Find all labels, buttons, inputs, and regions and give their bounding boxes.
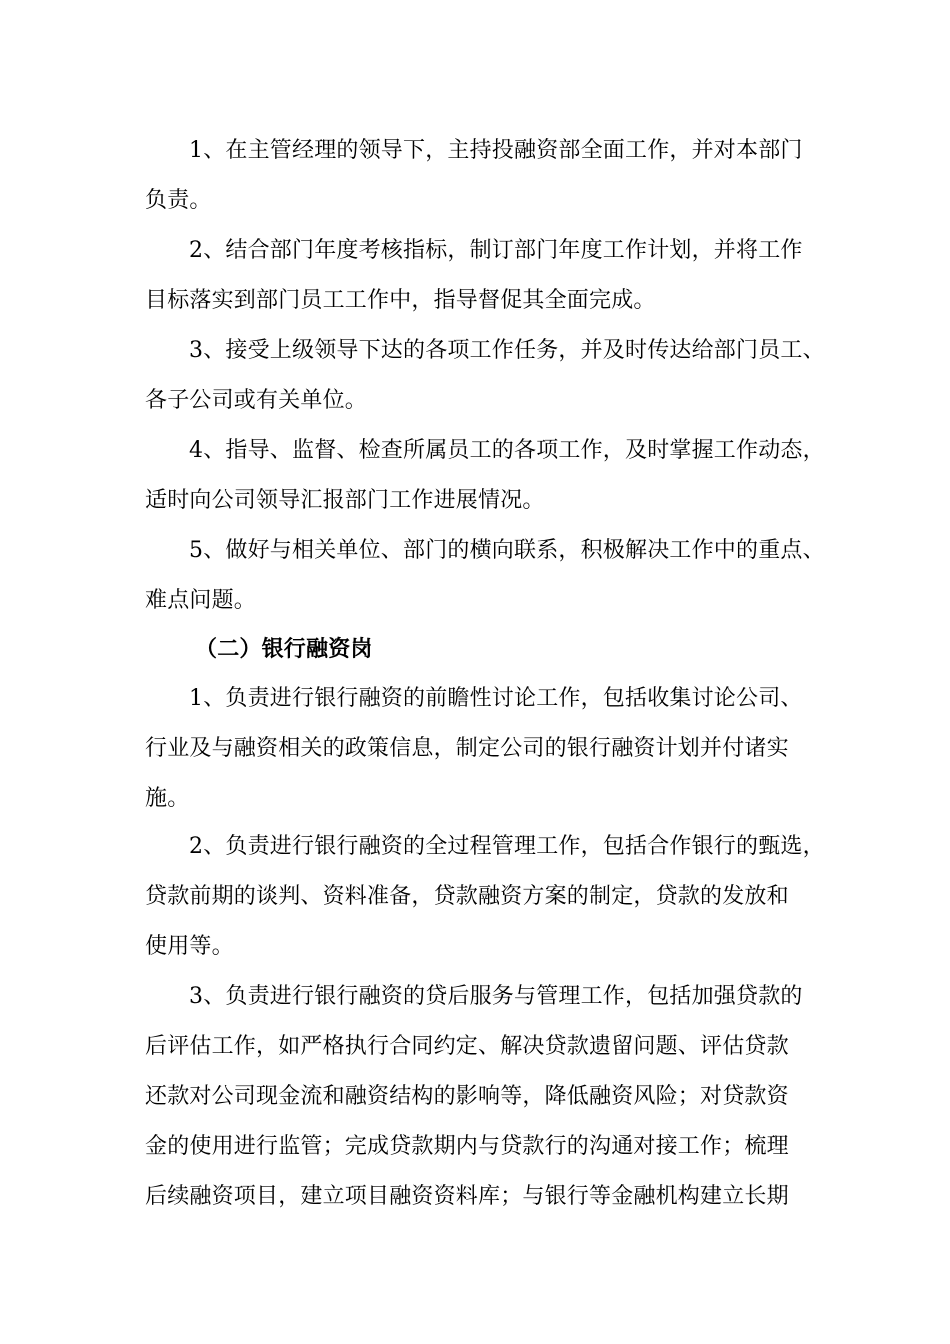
paragraph-line: 3、负责进行银行融资的贷后服务与管理工作，包括加强贷款的 bbox=[189, 984, 803, 1009]
paragraph-line: 难点问题。 bbox=[145, 588, 257, 613]
paragraph-item-3 bbox=[145, 326, 825, 426]
paragraph-item-bank-1 bbox=[145, 674, 825, 824]
paragraph-line: 1、负责进行银行融资的前瞻性讨论工作，包括收集讨论公司、 bbox=[189, 686, 803, 711]
paragraph-line: 适时向公司领导汇报部门工作进展情况。 bbox=[145, 488, 545, 513]
paragraph-line: 目标落实到部门员工工作中，指导督促其全面完成。 bbox=[145, 288, 656, 313]
section-heading-text: （二）银行融资岗 bbox=[195, 636, 373, 662]
paragraph-line: 使用等。 bbox=[145, 934, 234, 959]
paragraph-line: 5、做好与相关单位、部门的横向联系，积极解决工作中的重点、 bbox=[189, 538, 825, 563]
paragraph-line: 2、负责进行银行融资的全过程管理工作，包括合作银行的甄选， bbox=[189, 834, 825, 859]
section-heading bbox=[145, 624, 825, 674]
paragraph-line: 贷款前期的谈判、资料准备，贷款融资方案的制定，贷款的发放和 bbox=[145, 884, 789, 909]
paragraph-line: 后评估工作，如严格执行合同约定、解决贷款遗留问题、评估贷款 bbox=[145, 1034, 789, 1059]
paragraph-item-bank-2 bbox=[145, 822, 825, 972]
paragraph-item-bank-3 bbox=[145, 972, 825, 1222]
paragraph-item-5 bbox=[145, 526, 825, 626]
paragraph-line: 还款对公司现金流和融资结构的影响等，降低融资风险；对贷款资 bbox=[145, 1084, 789, 1109]
paragraph-item-2 bbox=[145, 226, 825, 326]
paragraph-line: 3、接受上级领导下达的各项工作任务，并及时传达给部门员工、 bbox=[189, 338, 825, 363]
paragraph-line: 行业及与融资相关的政策信息，制定公司的银行融资计划并付诸实 bbox=[145, 736, 789, 761]
paragraph-line: 施。 bbox=[145, 786, 190, 811]
paragraph-line: 1、在主管经理的领导下，主持投融资部全面工作，并对本部门 bbox=[189, 138, 803, 163]
paragraph-item-1 bbox=[145, 126, 825, 226]
paragraph-line: 2、结合部门年度考核指标，制订部门年度工作计划，并将工作 bbox=[189, 238, 803, 263]
paragraph-line: 后续融资项目，建立项目融资资料库；与银行等金融机构建立长期 bbox=[145, 1184, 789, 1209]
paragraph-line: 4、指导、监督、检查所属员工的各项工作，及时掌握工作动态， bbox=[189, 438, 825, 463]
paragraph-item-4 bbox=[145, 426, 825, 526]
paragraph-line: 各子公司或有关单位。 bbox=[145, 388, 368, 413]
paragraph-line: 负责。 bbox=[145, 188, 212, 213]
paragraph-line: 金的使用进行监管；完成贷款期内与贷款行的沟通对接工作；梳理 bbox=[145, 1134, 789, 1159]
